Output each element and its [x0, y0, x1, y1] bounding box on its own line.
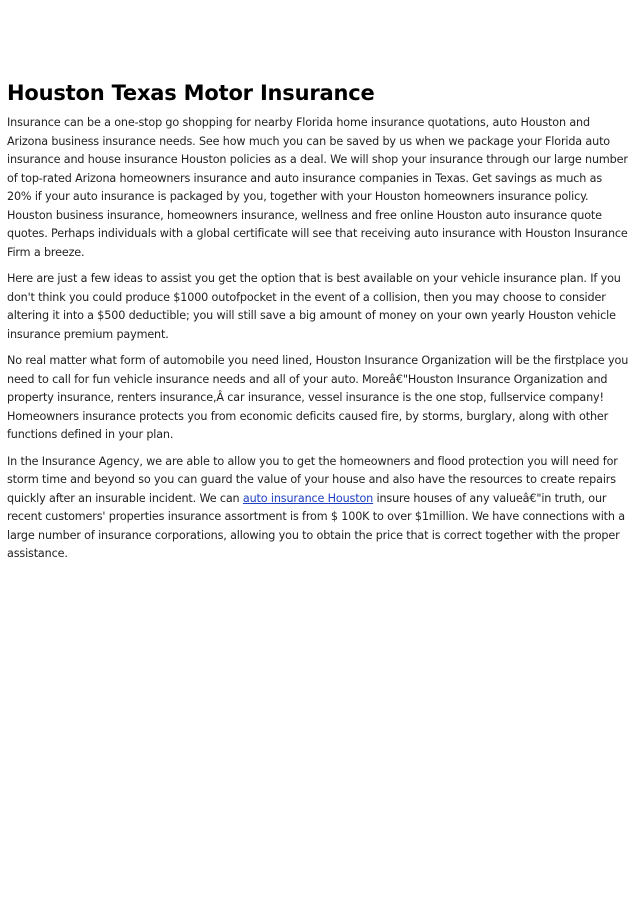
- document-page: [7, 79, 629, 572]
- paragraph-agency: [7, 453, 629, 564]
- paragraph-coverage: No real matter what form of automobile you need lined, Houston Insurance Organization will be the firstplace you need to call for fun vehicle insurance needs and all of your auto. Moreâ€"Houston Insurance Organization and property insurance, renters insurance,Â car insurance, vessel insurance is the one stop, fullservice company! Homeowners insurance protects you from economic deficits caused fire, by storms, burglary, along with other functions defined in your plan.: [7, 354, 629, 441]
- paragraph-agency-text-after: insure houses of any valueâ€"in truth, our recent customers' properties insurance assortment is from $ 100K to over $1million. We have connections with a large number of insurance corporations, allowing you to obtain the price that is correct together with the proper assistance.: [7, 491, 625, 560]
- auto-insurance-houston-link[interactable]: auto insurance Houston: [242, 491, 374, 505]
- page-title: Houston Texas Motor Insurance: [7, 81, 375, 105]
- paragraph-intro: Insurance can be a one-stop go shopping for nearby Florida home insurance quotations, auto Houston and Arizona business insurance needs. See how much you can be saved by us when we package your Florida auto insurance and house insurance Houston policies as a deal. We will shop your insurance through our large number of top-rated Arizona homeowners insurance and auto insurance companies in Texas. Get savings as much as 20% if your auto insurance is packaged by you, together with your Houston homeowners insurance policy. Houston business insurance, homeowners insurance, wellness and free online Houston auto insurance quote quotes. Perhaps individuals with a global certificate will see that receiving auto insurance with Houston Insurance Firm a breeze.: [7, 116, 628, 259]
- paragraph-tips: Here are just a few ideas to assist you get the option that is best available on your vehicle insurance plan. If you don't think you could produce $1000 outofpocket in the event of a collision, then you may choose to consider altering it into a $500 deductible; you will still save a big amount of money on your own yearly Houston vehicle insurance premium payment.: [7, 272, 621, 341]
- paragraph-agency-text-before: In the Insurance Agency, we are able to allow you to get the homeowners and flood protection you will need for storm time and beyond so you can guard the value of your house and also have the resources to create repairs quickly after an insurable incident. We can: [7, 454, 618, 505]
